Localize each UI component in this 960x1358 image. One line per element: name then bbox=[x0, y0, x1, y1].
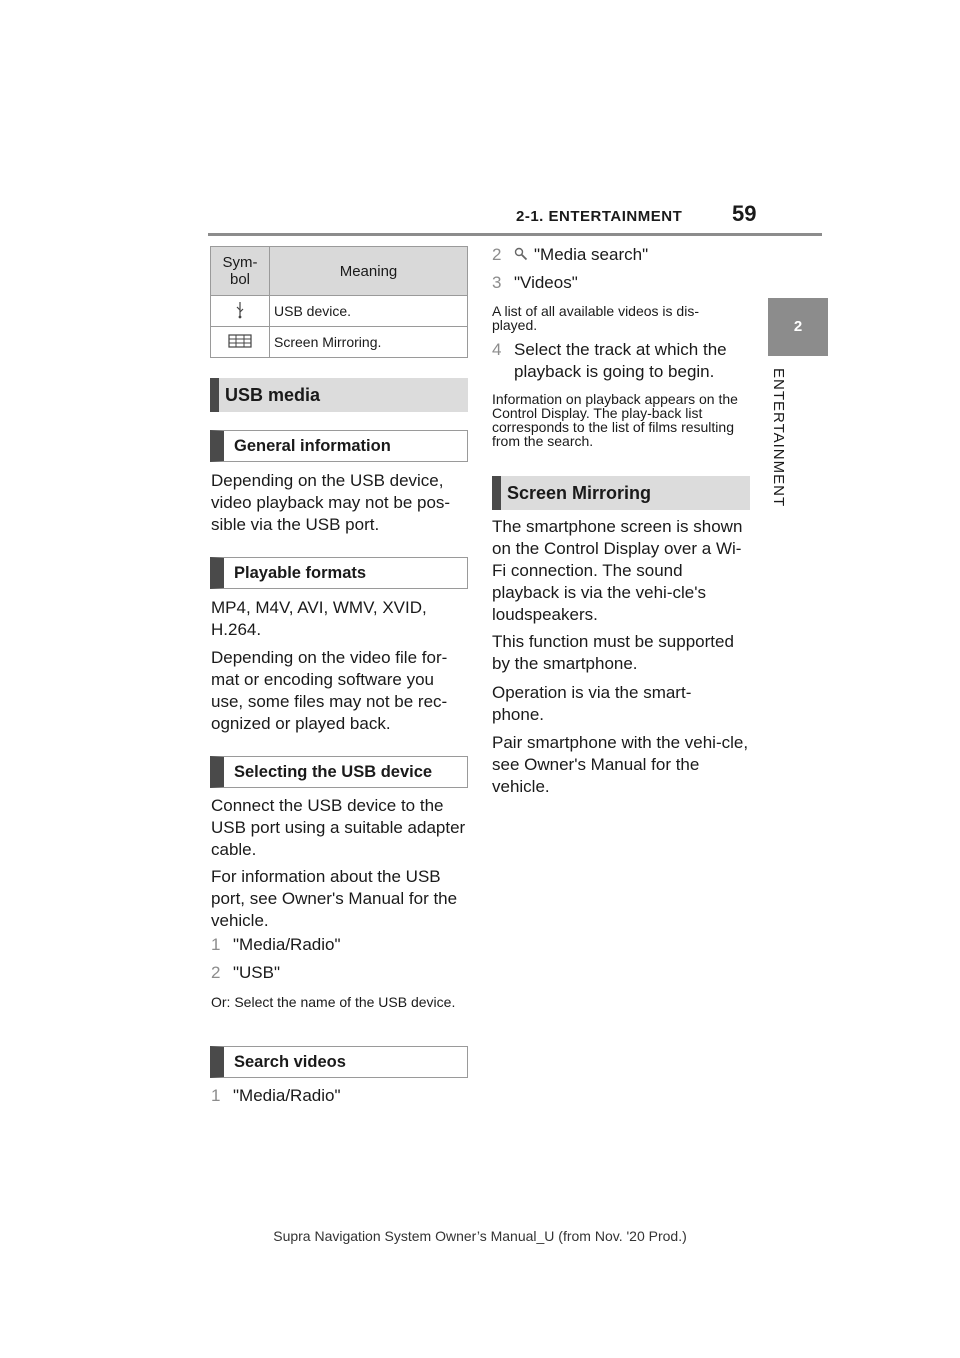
section-title-screen-mirroring: Screen Mirroring bbox=[507, 482, 652, 503]
step-label: "Media/Radio" bbox=[233, 935, 341, 954]
playable-formats-note: Depending on the video file for-mat or encoding software you use, some files may not be rec-ognized or played back. bbox=[211, 648, 448, 733]
selecting-device-note: Or: Select the name of the USB device. bbox=[211, 994, 456, 1010]
step-label: "Media search" bbox=[534, 245, 649, 264]
subheading-label: Selecting the USB device bbox=[234, 762, 433, 781]
meaning-cell: USB device. bbox=[270, 296, 468, 327]
general-information-text: Depending on the USB device, video playback may not be pos-sible via the USB port. bbox=[211, 471, 451, 534]
selecting-device-text-1: Connect the USB device to the USB port using a suitable adapter cable. bbox=[211, 796, 466, 859]
subheading-playable-formats bbox=[210, 557, 468, 589]
step-item bbox=[492, 339, 750, 383]
step-label: "USB" bbox=[233, 963, 281, 982]
selecting-device-text-2: For information about the USB port, see Owner's Manual for the vehicle. bbox=[211, 867, 458, 930]
screen-mirroring-paragraph-1: The smartphone screen is shown on the Control Display over a Wi-Fi connection. The sound playback is via the vehi-cle's loudspeakers. bbox=[492, 517, 743, 624]
table-header-row bbox=[211, 247, 468, 296]
section-heading-screen-mirroring bbox=[492, 476, 750, 510]
step-item bbox=[211, 962, 469, 984]
playable-formats-list: MP4, M4V, AVI, WMV, XVID, H.264. bbox=[211, 598, 427, 639]
screen-mirroring-paragraph-3: Operation is via the smart-phone. bbox=[492, 683, 692, 724]
subheading-label: Playable formats bbox=[234, 563, 367, 582]
column-header-meaning: Meaning bbox=[270, 247, 468, 296]
step-number: 3 bbox=[492, 273, 502, 292]
step-item bbox=[492, 272, 750, 294]
chapter-label: ENTERTAINMENT bbox=[770, 368, 787, 508]
chapter-tab bbox=[768, 298, 828, 356]
section-title: 2-1. ENTERTAINMENT bbox=[516, 208, 683, 225]
step-number: 1 bbox=[211, 1086, 221, 1105]
search-videos-note-1: A list of all available videos is dis-played. bbox=[492, 303, 699, 333]
step-item bbox=[211, 1085, 469, 1107]
subheading-label: Search videos bbox=[234, 1052, 346, 1071]
subheading-general-information bbox=[210, 430, 468, 462]
step-label: "Media/Radio" bbox=[233, 1086, 341, 1105]
header-rule bbox=[208, 233, 822, 236]
step-label: "Videos" bbox=[514, 273, 578, 292]
step-item bbox=[211, 934, 469, 956]
table-row bbox=[211, 327, 468, 358]
subheading-label: General information bbox=[234, 436, 391, 455]
section-heading-usb-media bbox=[210, 378, 468, 412]
meaning-cell: Screen Mirroring. bbox=[270, 327, 468, 358]
step-number: 4 bbox=[492, 340, 502, 359]
symbol-table bbox=[210, 246, 468, 358]
search-icon bbox=[514, 247, 528, 261]
search-videos-note-2: Information on playback appears on the Control Display. The play-back list corresponds to the list of films resulting from the search. bbox=[492, 391, 738, 449]
screen-mirroring-paragraph-2: This function must be supported by the smartphone. bbox=[492, 632, 734, 673]
footer-text: Supra Navigation System Owner’s Manual_U (from Nov. '20 Prod.) bbox=[273, 1228, 687, 1244]
page-number: 59 bbox=[732, 201, 757, 226]
step-number: 2 bbox=[211, 963, 221, 982]
subheading-search-videos bbox=[210, 1046, 468, 1078]
usb-icon bbox=[235, 301, 245, 319]
symbol-cell bbox=[211, 327, 270, 358]
screen-mirroring-paragraph-4: Pair smartphone with the vehi-cle, see Owner's Manual for the vehicle. bbox=[492, 733, 749, 796]
screen-mirroring-icon bbox=[228, 334, 252, 348]
table-row bbox=[211, 296, 468, 327]
step-label: Select the track at which the playback is going to begin. bbox=[514, 340, 727, 381]
step-number: 1 bbox=[211, 935, 221, 954]
column-header-symbol: Sym- bol bbox=[211, 247, 270, 296]
subheading-selecting-usb-device bbox=[210, 756, 468, 788]
symbol-cell bbox=[211, 296, 270, 327]
chapter-number: 2 bbox=[793, 318, 803, 335]
step-item bbox=[492, 244, 750, 266]
step-number: 2 bbox=[492, 245, 502, 264]
section-title-usb-media: USB media bbox=[225, 384, 321, 405]
